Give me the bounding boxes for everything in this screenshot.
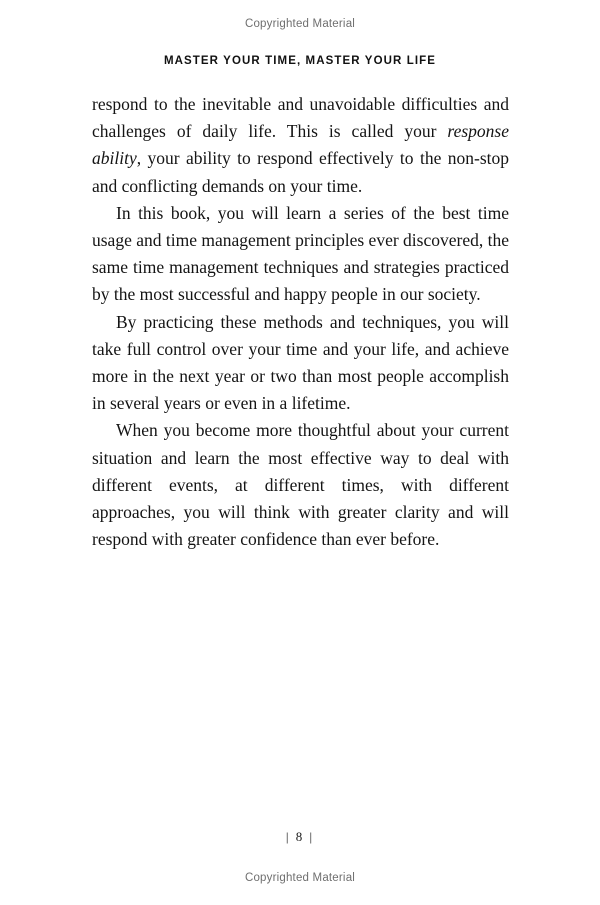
paragraph-text: When you become more thoughtful about your current situation and learn the most effective way to deal with different events, at different times, with different approaches, you will think with greater clarity and will respond with greater confidence than ever before. (92, 420, 509, 550)
paragraph-text: In this book, you will learn a series of the best time usage and time management principles ever discovered, the same time management techniques and strategies practiced by the most successful and happy people in our society. (92, 202, 509, 305)
paragraph-text: By practicing these methods and techniques, you will take full control over your time and your life, and achieve more in the next year or two than most people accomplish in several years or even in a lifetime. (92, 311, 509, 414)
copyright-notice-top: Copyrighted Material (244, 18, 356, 30)
paragraph (92, 91, 509, 200)
running-header: MASTER YOUR TIME, MASTER YOUR LIFE (163, 55, 437, 67)
paragraph-text: , your ability to respond effectively to the non-stop and conflicting demands on your time. (92, 148, 509, 196)
paragraph (92, 417, 509, 553)
paragraph-text-italic: response ability (92, 121, 509, 169)
copyright-notice-bottom: Copyrighted Material (244, 872, 356, 884)
body-text (92, 91, 509, 553)
paragraph-text: respond to the inevitable and unavoidable difficulties and challenges of daily life. This is called your (92, 94, 509, 142)
paragraph (92, 200, 509, 309)
page-number: | 8 | (285, 829, 315, 844)
paragraph (92, 309, 509, 418)
